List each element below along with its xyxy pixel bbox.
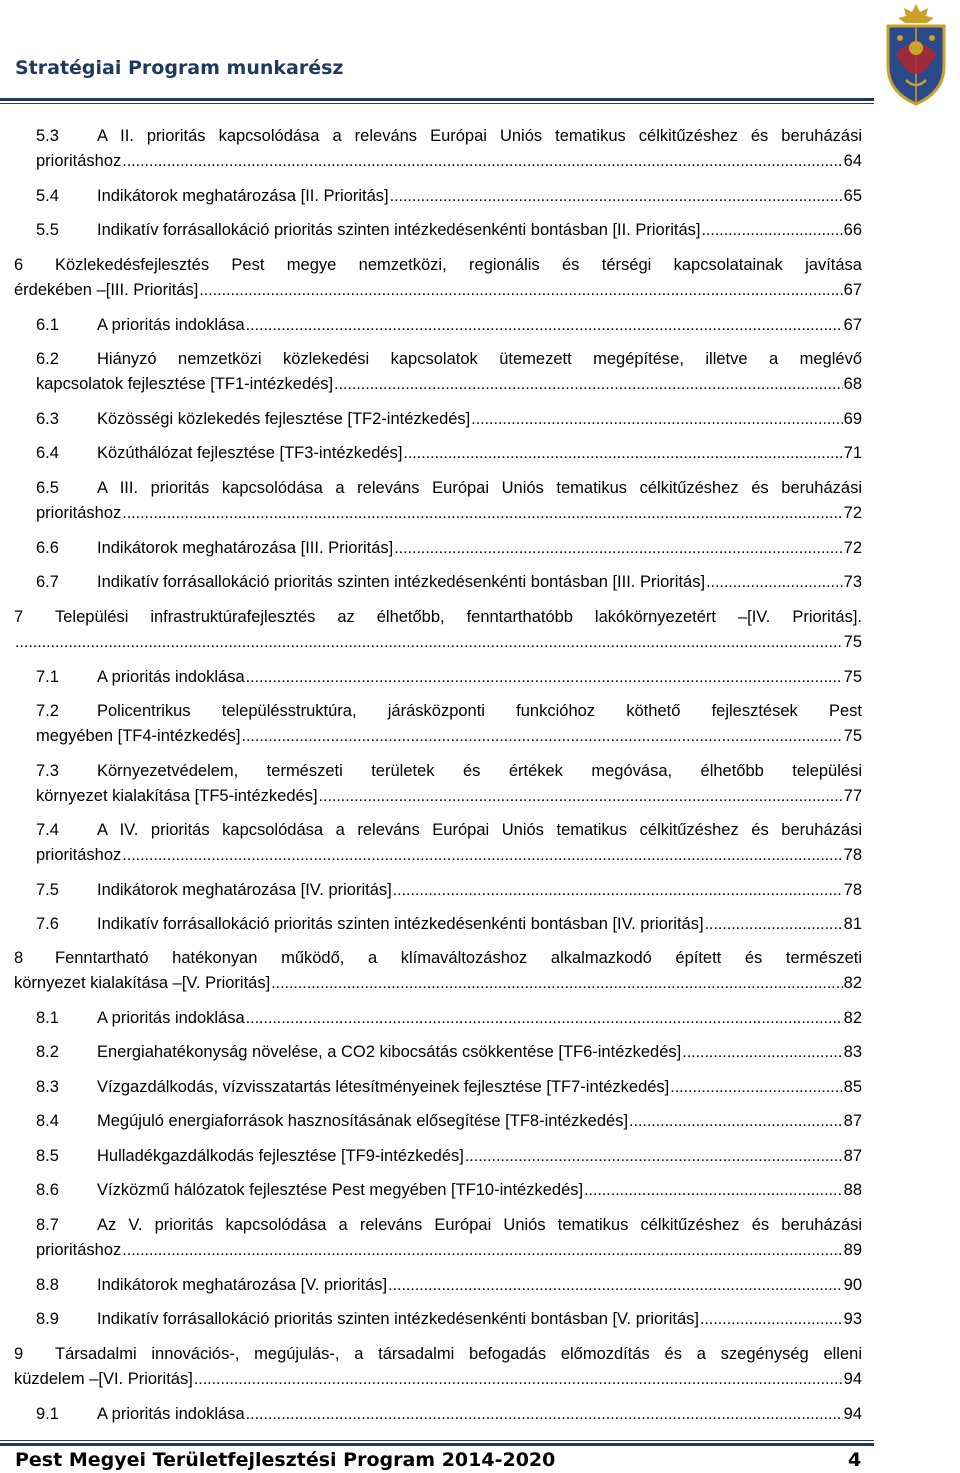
toc-entry-number: 8.9 xyxy=(36,1310,59,1328)
toc-entry[interactable] xyxy=(36,1040,862,1065)
toc-entry[interactable] xyxy=(36,1273,862,1298)
toc-entry-page: 66 xyxy=(843,221,862,239)
toc-entry-line xyxy=(36,149,862,174)
toc-entry-line xyxy=(36,1402,862,1427)
dot-leader xyxy=(705,912,843,937)
dot-leader xyxy=(246,1006,843,1031)
toc-entry-page: 77 xyxy=(843,787,862,805)
toc-entry-page: 85 xyxy=(843,1078,862,1096)
toc-entry-page: 71 xyxy=(843,444,862,462)
toc-entry-title: A prioritás indoklása xyxy=(97,1009,245,1027)
toc-entry-line xyxy=(36,1273,862,1298)
dot-leader xyxy=(15,630,843,655)
toc-entry[interactable] xyxy=(36,184,862,209)
toc-entry-page: 69 xyxy=(843,410,862,428)
dot-leader xyxy=(629,1109,843,1134)
toc-entry-line xyxy=(36,1006,862,1031)
toc-entry-number: 7.1 xyxy=(36,668,59,686)
toc-entry-line xyxy=(36,407,862,432)
dot-leader xyxy=(122,1238,842,1263)
toc-entry-line xyxy=(36,1040,862,1065)
dot-leader xyxy=(242,724,843,749)
toc-entry-number: 8 xyxy=(14,949,24,967)
toc-entry-title: A IV. prioritás kapcsolódása a releváns Európai Uniós tematikus célkitűzéshez és beruházási xyxy=(97,821,862,839)
toc-entry-title: Közlekedésfejlesztés Pest megye nemzetközi, regionális és térségi kapcsolatainak javítása xyxy=(55,256,862,274)
toc-entry-number: 6.1 xyxy=(36,316,59,334)
toc-entry-line xyxy=(36,1109,862,1134)
toc-entry-number: 6 xyxy=(14,256,24,274)
toc-entry-line xyxy=(36,372,862,397)
toc-entry-page: 68 xyxy=(843,375,862,393)
dot-leader xyxy=(271,971,842,996)
toc-entry-number: 5.4 xyxy=(36,187,59,205)
toc-entry[interactable] xyxy=(36,912,862,937)
dot-leader xyxy=(394,536,842,561)
dot-leader xyxy=(199,278,842,303)
toc-entry-page: 83 xyxy=(843,1043,862,1061)
toc-entry[interactable] xyxy=(36,407,862,432)
toc-entry-page: 89 xyxy=(843,1241,862,1259)
toc-entry-title: A III. prioritás kapcsolódása a releváns Európai Uniós tematikus célkitűzéshez és beruházási xyxy=(97,479,862,497)
toc-entry-line xyxy=(36,1075,862,1100)
dot-leader xyxy=(393,878,843,903)
toc-entry-page: 78 xyxy=(843,846,862,864)
toc-entry-title-continuation: prioritáshoz xyxy=(36,504,122,522)
toc-entry-title: Vízgazdálkodás, vízvisszatartás létesítményeinek fejlesztése [TF7-intézkedés] xyxy=(97,1078,670,1096)
toc-entry-title: Indikátorok meghatározása [II. Prioritás] xyxy=(97,187,389,205)
toc-entry[interactable] xyxy=(36,878,862,903)
toc-entry-line xyxy=(36,1238,862,1263)
toc-entry-page: 72 xyxy=(843,504,862,522)
toc-entry[interactable] xyxy=(14,253,862,303)
toc-entry-line xyxy=(36,843,862,868)
toc-entry-number: 6.4 xyxy=(36,444,59,462)
pest-county-crest-icon xyxy=(876,2,956,107)
dot-leader xyxy=(334,372,843,397)
toc-entry[interactable] xyxy=(36,818,862,868)
toc-entry-title: Közúthálózat fejlesztése [TF3-intézkedés] xyxy=(97,444,403,462)
toc-entry-line xyxy=(36,912,862,937)
toc-entry-title-continuation: prioritáshoz xyxy=(36,152,122,170)
toc-entry-line xyxy=(14,278,862,303)
toc-entry-number: 6.3 xyxy=(36,410,59,428)
toc-entry-line xyxy=(36,724,862,749)
toc-entry[interactable] xyxy=(36,218,862,243)
toc-entry[interactable] xyxy=(36,1006,862,1031)
toc-entry-number: 8.1 xyxy=(36,1009,59,1027)
toc-entry-number: 7.2 xyxy=(36,702,59,720)
dot-leader xyxy=(584,1178,843,1203)
toc-entry-number: 5.3 xyxy=(36,127,59,145)
dot-leader xyxy=(122,149,842,174)
dot-leader xyxy=(700,1307,843,1332)
header-divider-thin xyxy=(0,103,874,104)
toc-entry-number: 6.5 xyxy=(36,479,59,497)
dot-leader xyxy=(246,1402,843,1427)
toc-entry-title: Indikatív forrásallokáció prioritás szinten intézkedésenkénti bontásban [III. Prioritás] xyxy=(97,573,706,591)
toc-entry-number: 7.4 xyxy=(36,821,59,839)
toc-entry-line xyxy=(36,313,862,338)
toc-entry-page: 94 xyxy=(843,1370,862,1388)
toc-entry-line xyxy=(36,1307,862,1332)
toc-entry-line xyxy=(36,1178,862,1203)
toc-entry-title: Energiahatékonyság növelése, a CO2 kibocsátás csökkentése [TF6-intézkedés] xyxy=(97,1043,682,1061)
toc-entry-page: 75 xyxy=(843,727,862,745)
toc-entry-line xyxy=(36,536,862,561)
toc-entry[interactable] xyxy=(36,1109,862,1134)
toc-entry-line xyxy=(36,665,862,690)
toc-entry[interactable] xyxy=(36,665,862,690)
toc-entry-title: Indikatív forrásallokáció prioritás szinten intézkedésenkénti bontásban [V. prioritás] xyxy=(97,1310,699,1328)
toc-entry-line xyxy=(14,1367,862,1392)
toc-entry[interactable] xyxy=(36,1178,862,1203)
dot-leader xyxy=(701,218,842,243)
toc-entry-number: 8.3 xyxy=(36,1078,59,1096)
toc-entry[interactable] xyxy=(14,605,862,655)
toc-entry-number: 8.6 xyxy=(36,1181,59,1199)
header-title: Stratégiai Program munkarész xyxy=(15,57,344,79)
toc-entry-title: Indikatív forrásallokáció prioritás szinten intézkedésenkénti bontásban [IV. prioritás] xyxy=(97,915,704,933)
dot-leader xyxy=(403,441,842,466)
toc-entry-number: 8.2 xyxy=(36,1043,59,1061)
toc-entry-number: 9.1 xyxy=(36,1405,59,1423)
toc-entry[interactable] xyxy=(36,1075,862,1100)
toc-entry-title-continuation: környezet kialakítása –[V. Prioritás] xyxy=(14,974,271,992)
toc-entry-page: 65 xyxy=(843,187,862,205)
toc-entry-page: 64 xyxy=(843,152,862,170)
footer-divider-thin xyxy=(0,1440,874,1441)
toc-entry-title-continuation: prioritáshoz xyxy=(36,1241,122,1259)
toc-entry-page: 88 xyxy=(843,1181,862,1199)
dot-leader xyxy=(388,1273,843,1298)
toc-entry[interactable] xyxy=(14,1342,862,1392)
toc-entry-title: Az V. prioritás kapcsolódása a releváns Európai Uniós tematikus célkitűzéshez és beruházási xyxy=(97,1216,862,1234)
toc-entry-page: 78 xyxy=(843,881,862,899)
dot-leader xyxy=(465,1144,843,1169)
toc-entry-number: 8.8 xyxy=(36,1276,59,1294)
toc-entry-line xyxy=(36,570,862,595)
toc-entry-line xyxy=(36,1144,862,1169)
toc-entry[interactable] xyxy=(14,946,862,996)
toc-entry-title-continuation: küzdelem –[VI. Prioritás] xyxy=(14,1370,193,1388)
toc-entry-title: Közösségi közlekedés fejlesztése [TF2-intézkedés] xyxy=(97,410,471,428)
toc-entry-page: 73 xyxy=(843,573,862,591)
toc-entry[interactable] xyxy=(36,536,862,561)
toc-entry[interactable] xyxy=(36,1213,862,1263)
toc-entry-page: 67 xyxy=(843,281,862,299)
toc-entry-page: 72 xyxy=(843,539,862,557)
dot-leader xyxy=(246,665,843,690)
toc-entry-number: 7 xyxy=(14,608,24,626)
toc-entry-number: 9 xyxy=(14,1345,24,1363)
footer-page-number: 4 xyxy=(848,1449,862,1471)
toc-entry-number: 8.4 xyxy=(36,1112,59,1130)
toc-entry-line xyxy=(36,184,862,209)
toc-entry[interactable] xyxy=(36,759,862,809)
toc-entry-title: Indikátorok meghatározása [III. Prioritás] xyxy=(97,539,394,557)
toc-entry-number: 6.2 xyxy=(36,350,59,368)
toc-entry[interactable] xyxy=(36,1402,862,1427)
toc-entry-title: Hulladékgazdálkodás fejlesztése [TF9-intézkedés] xyxy=(97,1147,464,1165)
toc-entry-number: 8.7 xyxy=(36,1216,59,1234)
toc-entry-title: Települési infrastruktúrafejlesztés az élhetőbb, fenntarthatóbb lakókörnyezetért –[IV. Prioritás]. xyxy=(55,608,862,626)
dot-leader xyxy=(682,1040,842,1065)
toc-entry-page: 87 xyxy=(843,1147,862,1165)
toc-entry-line xyxy=(36,878,862,903)
toc-entry-title-continuation: kapcsolatok fejlesztése [TF1-intézkedés] xyxy=(36,375,334,393)
toc-entry-line xyxy=(14,630,862,655)
dot-leader xyxy=(670,1075,842,1100)
footer-title: Pest Megyei Területfejlesztési Program 2014-2020 xyxy=(15,1449,556,1471)
toc-entry-title: A prioritás indoklása xyxy=(97,668,245,686)
toc-entry-title-continuation: érdekében –[III. Prioritás] xyxy=(14,281,199,299)
toc-entry-number: 5.5 xyxy=(36,221,59,239)
toc-entry-page: 82 xyxy=(843,1009,862,1027)
toc-entry-title: Indikátorok meghatározása [IV. prioritás] xyxy=(97,881,392,899)
toc-entry[interactable] xyxy=(36,347,862,397)
toc-entry-page: 67 xyxy=(843,316,862,334)
toc-entry-title-continuation: megyében [TF4-intézkedés] xyxy=(36,727,241,745)
toc-entry-title: A prioritás indoklása xyxy=(97,316,245,334)
toc-entry-page: 81 xyxy=(843,915,862,933)
toc-entry-page: 75 xyxy=(843,668,862,686)
toc-entry-page: 94 xyxy=(843,1405,862,1423)
toc-entry-line xyxy=(36,441,862,466)
toc-entry-title-continuation: környezet kialakítása [TF5-intézkedés] xyxy=(36,787,318,805)
toc-entry-page: 75 xyxy=(843,633,862,651)
toc-entry-title: Megújuló energiaforrások hasznosításának elősegítése [TF8-intézkedés] xyxy=(97,1112,629,1130)
footer-divider xyxy=(0,1443,874,1446)
toc-entry[interactable] xyxy=(36,313,862,338)
toc-entry[interactable] xyxy=(36,124,862,174)
toc-entry-line xyxy=(36,784,862,809)
toc-entry-number: 7.6 xyxy=(36,915,59,933)
toc-entry-title-continuation: prioritáshoz xyxy=(36,846,122,864)
toc-entry-number: 8.5 xyxy=(36,1147,59,1165)
toc-entry-page: 93 xyxy=(843,1310,862,1328)
toc-entry-page: 87 xyxy=(843,1112,862,1130)
dot-leader xyxy=(122,501,842,526)
toc-entry[interactable] xyxy=(36,1307,862,1332)
toc-entry[interactable] xyxy=(36,476,862,526)
toc-entry-title: A II. prioritás kapcsolódása a releváns Európai Uniós tematikus célkitűzéshez és beruházási xyxy=(97,127,862,145)
toc-entry-title: Fenntartható hatékonyan működő, a klímaváltozáshoz alkalmazkodó épített és természeti xyxy=(55,949,862,967)
dot-leader xyxy=(390,184,843,209)
toc-entry-number: 7.5 xyxy=(36,881,59,899)
toc-entry[interactable] xyxy=(36,441,862,466)
toc-entry-title: Környezetvédelem, természeti területek és értékek megóvása, élhetőbb települési xyxy=(97,762,862,780)
toc-entry-title: Policentrikus településstruktúra, járásközponti funkcióhoz köthető fejlesztések Pest xyxy=(97,702,862,720)
toc-entry-number: 7.3 xyxy=(36,762,59,780)
dot-leader xyxy=(246,313,843,338)
toc-entry-title: Társadalmi innovációs-, megújulás-, a társadalmi befogadás előmozdítás és a szegénység elleni xyxy=(55,1345,862,1363)
toc-entry-line xyxy=(36,501,862,526)
toc-entry-line xyxy=(14,971,862,996)
toc-entry[interactable] xyxy=(36,570,862,595)
toc-entry-title: Indikatív forrásallokáció prioritás szinten intézkedésenkénti bontásban [II. Prioritás] xyxy=(97,221,701,239)
toc-entry-number: 6.6 xyxy=(36,539,59,557)
toc-entry-title: Vízközmű hálózatok fejlesztése Pest megyében [TF10-intézkedés] xyxy=(97,1181,584,1199)
toc-entry-title: Hiányzó nemzetközi közlekedési kapcsolatok ütemezett megépítése, illetve a meglévő xyxy=(97,350,862,368)
toc-entry[interactable] xyxy=(36,699,862,749)
toc-entry-title: A prioritás indoklása xyxy=(97,1405,245,1423)
toc-entry-title: Indikátorok meghatározása [V. prioritás] xyxy=(97,1276,388,1294)
toc-entry-page: 90 xyxy=(843,1276,862,1294)
dot-leader xyxy=(471,407,842,432)
header-divider xyxy=(0,98,874,101)
dot-leader xyxy=(706,570,843,595)
toc-entry-number: 6.7 xyxy=(36,573,59,591)
dot-leader xyxy=(122,843,842,868)
dot-leader xyxy=(194,1367,843,1392)
toc-entry-line xyxy=(36,218,862,243)
dot-leader xyxy=(319,784,843,809)
toc-entry-page: 82 xyxy=(843,974,862,992)
toc-entry[interactable] xyxy=(36,1144,862,1169)
